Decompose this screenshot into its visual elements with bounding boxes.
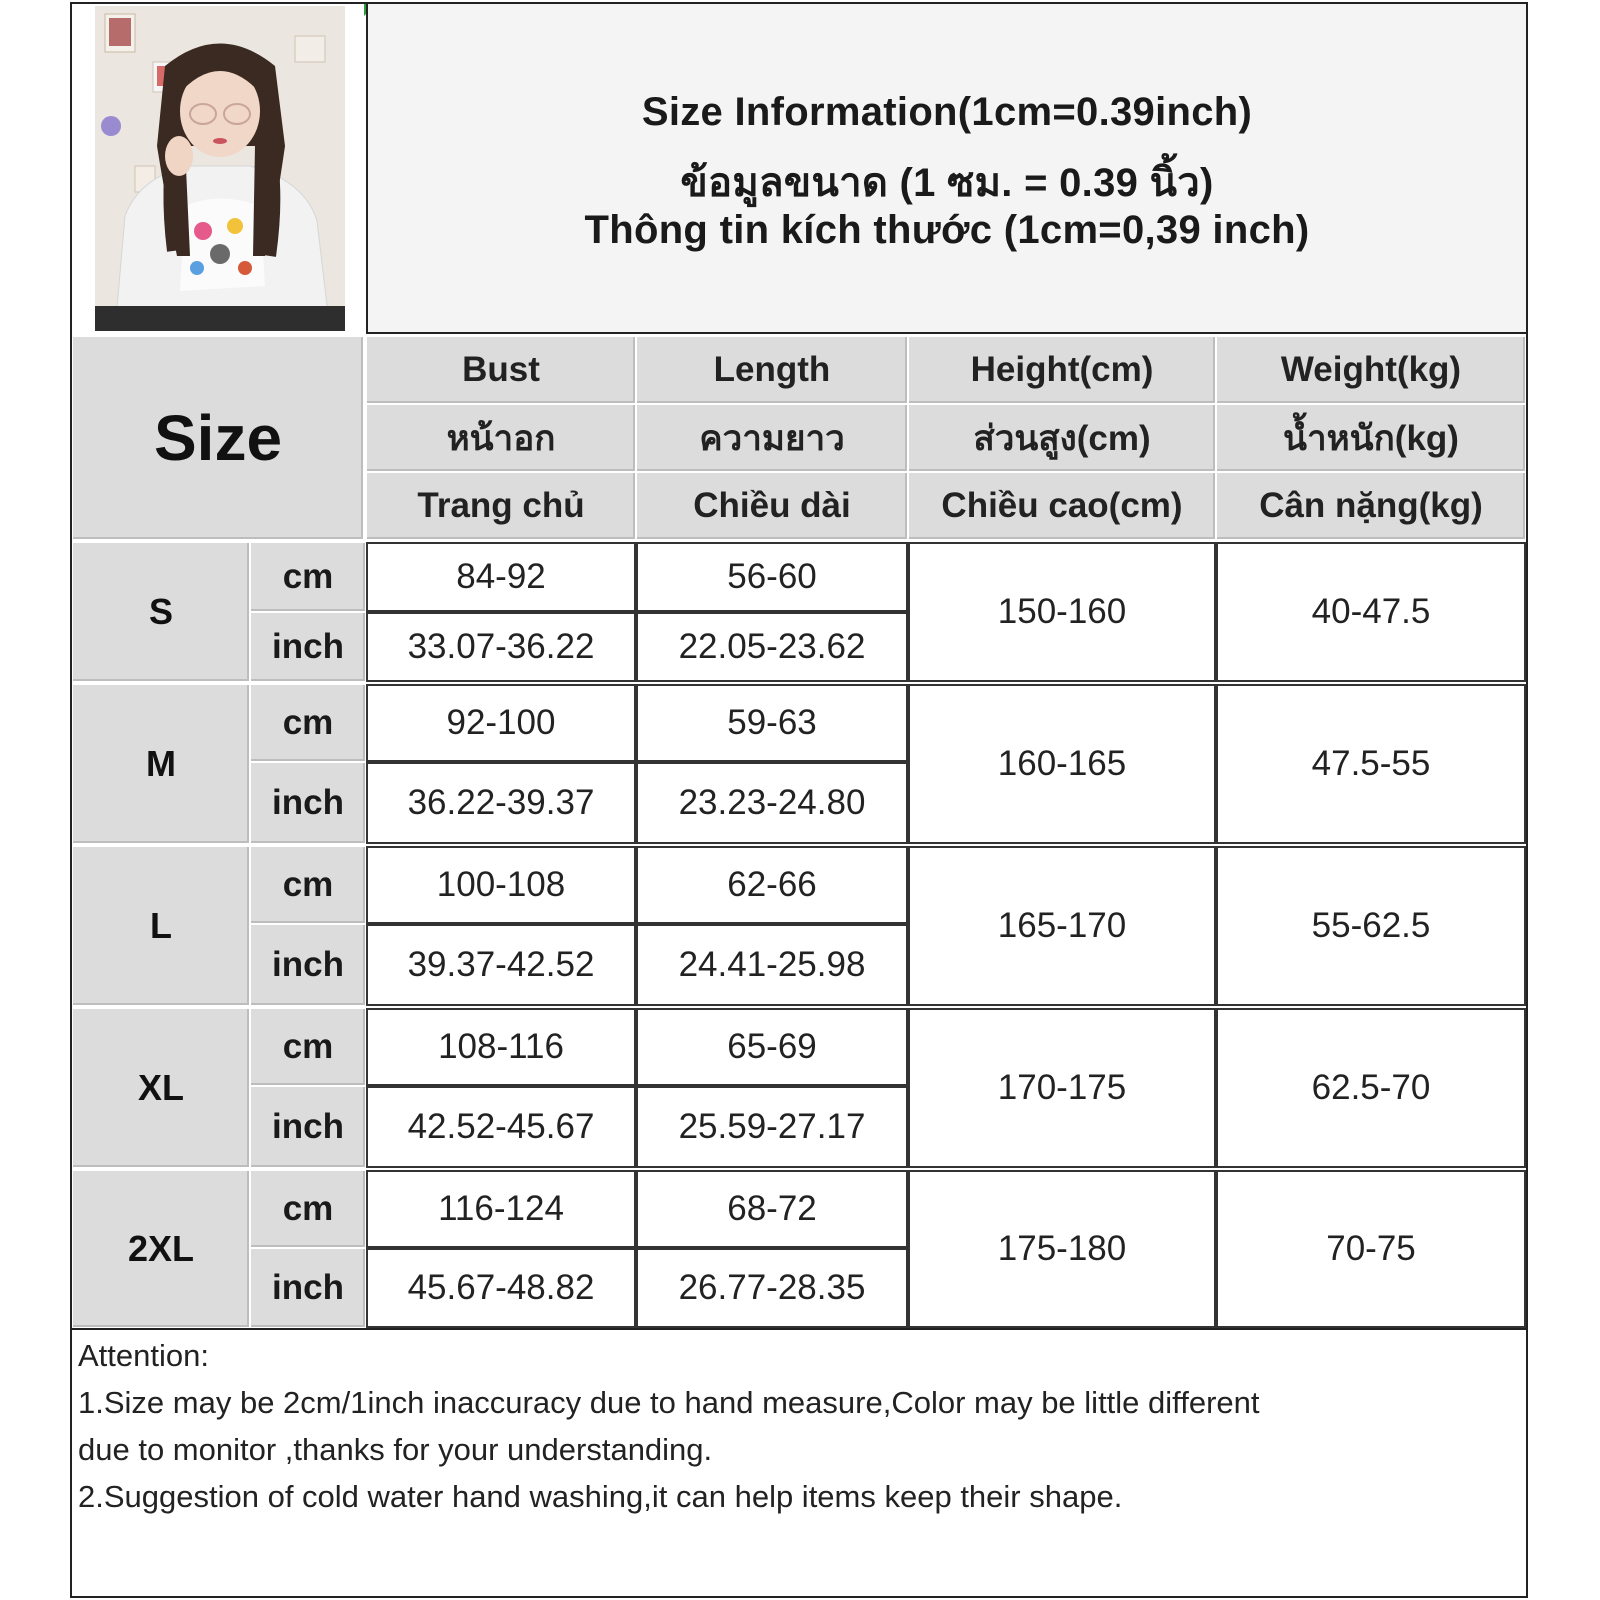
- size-label: L: [72, 846, 250, 1006]
- bust-inch-value: 42.52-45.67: [366, 1086, 636, 1168]
- col-weight-vi: Cân nặng(kg): [1216, 472, 1526, 540]
- bust-cm-value: 84-92: [366, 542, 636, 612]
- weight-value: 47.5-55: [1216, 684, 1526, 844]
- attention-note-2: 2.Suggestion of cold water hand washing,it can help items keep their shape.: [78, 1479, 1123, 1514]
- col-bust-th: หน้าอก: [366, 404, 636, 472]
- unit-cm: cm: [250, 1008, 366, 1086]
- col-height-en: Height(cm): [908, 336, 1216, 404]
- unit-inch: inch: [250, 1248, 366, 1328]
- col-length-en: Length: [636, 336, 908, 404]
- length-inch-value: 24.41-25.98: [636, 924, 908, 1006]
- bust-inch-value: 36.22-39.37: [366, 762, 636, 844]
- weight-value: 40-47.5: [1216, 542, 1526, 682]
- unit-inch: inch: [250, 612, 366, 682]
- weight-value: 70-75: [1216, 1170, 1526, 1328]
- attention-note-1: 1.Size may be 2cm/1inch inaccuracy due to hand measure,Color may be little different: [78, 1385, 1260, 1420]
- length-inch-value: 22.05-23.62: [636, 612, 908, 682]
- header-title-en: Size Information(1cm=0.39inch): [641, 90, 1253, 134]
- size-label: S: [72, 542, 250, 682]
- attention-note-1-cont: due to monitor ,thanks for your understanding.: [78, 1432, 713, 1467]
- attention-title: Attention:: [78, 1338, 209, 1373]
- size-info-header: [366, 4, 1526, 334]
- col-bust-en: Bust: [366, 336, 636, 404]
- col-weight-th: น้ำหนัก(kg): [1216, 404, 1526, 472]
- unit-inch: inch: [250, 1086, 366, 1168]
- header-title-vi: Thông tin kích thước (1cm=0,39 inch): [584, 208, 1310, 252]
- length-cm-value: 59-63: [636, 684, 908, 762]
- bust-inch-value: 45.67-48.82: [366, 1248, 636, 1328]
- size-label: 2XL: [72, 1170, 250, 1328]
- size-column-title: Size: [72, 336, 364, 540]
- length-cm-value: 65-69: [636, 1008, 908, 1086]
- unit-cm: cm: [250, 1170, 366, 1248]
- bust-cm-value: 100-108: [366, 846, 636, 924]
- col-bust-vi: Trang chủ: [366, 472, 636, 540]
- length-inch-value: 25.59-27.17: [636, 1086, 908, 1168]
- bust-cm-value: 92-100: [366, 684, 636, 762]
- weight-value: 62.5-70: [1216, 1008, 1526, 1168]
- col-weight-en: Weight(kg): [1216, 336, 1526, 404]
- length-inch-value: 23.23-24.80: [636, 762, 908, 844]
- size-label: XL: [72, 1008, 250, 1168]
- length-cm-value: 56-60: [636, 542, 908, 612]
- bust-inch-value: 39.37-42.52: [366, 924, 636, 1006]
- height-value: 150-160: [908, 542, 1216, 682]
- bust-cm-value: 108-116: [366, 1008, 636, 1086]
- weight-value: 55-62.5: [1216, 846, 1526, 1006]
- length-inch-value: 26.77-28.35: [636, 1248, 908, 1328]
- product-photo: [95, 6, 345, 331]
- size-label: M: [72, 684, 250, 844]
- unit-inch: inch: [250, 762, 366, 844]
- col-length-th: ความยาว: [636, 404, 908, 472]
- length-cm-value: 62-66: [636, 846, 908, 924]
- height-value: 170-175: [908, 1008, 1216, 1168]
- bust-cm-value: 116-124: [366, 1170, 636, 1248]
- col-length-vi: Chiều dài: [636, 472, 908, 540]
- attention-notes: [72, 1328, 1526, 1596]
- unit-inch: inch: [250, 924, 366, 1006]
- model-image: [95, 6, 345, 331]
- header-title-th: ข้อมูลขนาด (1 ซม. = 0.39 นิ้ว): [680, 161, 1214, 205]
- length-cm-value: 68-72: [636, 1170, 908, 1248]
- col-height-th: ส่วนสูง(cm): [908, 404, 1216, 472]
- height-value: 160-165: [908, 684, 1216, 844]
- height-value: 175-180: [908, 1170, 1216, 1328]
- bust-inch-value: 33.07-36.22: [366, 612, 636, 682]
- unit-cm: cm: [250, 542, 366, 612]
- unit-cm: cm: [250, 846, 366, 924]
- col-height-vi: Chiều cao(cm): [908, 472, 1216, 540]
- height-value: 165-170: [908, 846, 1216, 1006]
- unit-cm: cm: [250, 684, 366, 762]
